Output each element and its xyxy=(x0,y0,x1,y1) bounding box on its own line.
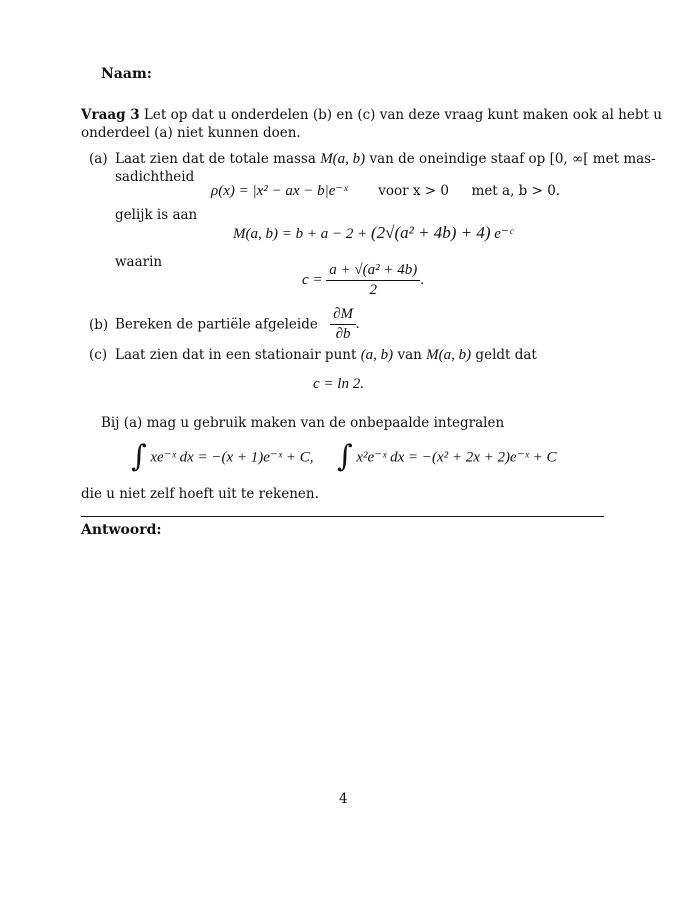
c-fraction-denominator: 2 xyxy=(369,282,378,298)
part-a-line2: sadichtheid xyxy=(115,169,195,185)
answer-label: Antwoord: xyxy=(81,522,162,538)
hint-line: Bij (a) mag u gebruik maken van de onbepaalde integralen xyxy=(101,415,505,431)
part-c-marker: (c) xyxy=(89,347,108,363)
integral-sign-icon: ∫ xyxy=(131,439,147,474)
part-b-marker: (b) xyxy=(89,317,109,333)
part-c-point: (a, b) xyxy=(360,347,394,363)
answer-divider xyxy=(81,516,604,517)
partial-derivative-denominator: ∂b xyxy=(335,326,351,342)
mass-formula-exp: e⁻ᶜ xyxy=(494,226,513,242)
c-formula: c = $\frac{\text{a + √(a² + 4b)}}{2}$ . xyxy=(302,262,424,298)
question-intro-line2: onderdeel (a) niet kunnen doen. xyxy=(81,125,301,141)
integral-1-text: xe⁻ˣ dx = −(x + 1)e⁻ˣ + C, xyxy=(150,449,314,466)
part-a-line1-pre: Laat zien dat de totale massa xyxy=(115,151,321,167)
part-b-line: Bereken de partiële afgeleide $\frac{\partial M}{\partial b}$ . xyxy=(115,306,360,342)
partial-derivative-numerator: ∂M xyxy=(330,306,356,325)
c-fraction xyxy=(326,262,420,299)
where-text: waarin xyxy=(115,254,163,270)
name-label: Naam: xyxy=(101,66,152,82)
mass-formula-lhs: M(a, b) = b + a − 2 + xyxy=(233,226,371,242)
part-c-result: c = ln 2. xyxy=(313,376,364,392)
part-c-text-mid: van xyxy=(393,347,427,363)
hint-closing: die u niet zelf hoeft uit te rekenen. xyxy=(81,486,319,502)
integral-2-text: x²e⁻ˣ dx = −(x² + 2x + 2)e⁻ˣ + C xyxy=(356,449,557,466)
mass-formula xyxy=(233,223,513,243)
question-intro-text: Let op dat u onderdelen (b) en (c) van deze vraag kunt maken ook al hebt u xyxy=(143,107,662,123)
c-formula-lhs: c = xyxy=(302,271,323,288)
part-a-line1 xyxy=(115,150,656,169)
integral-1 xyxy=(131,439,314,474)
density-formula-row xyxy=(211,181,560,200)
density-condition-2: met a, b > 0. xyxy=(471,183,561,199)
density-condition-1: voor x > 0 xyxy=(378,183,449,199)
density-formula: ρ(x) = |x² − ax − b|e⁻ˣ xyxy=(211,183,348,199)
question-intro-line1 xyxy=(81,106,662,125)
integral-2 xyxy=(337,439,557,474)
part-a-mass-symbol: M(a, b) xyxy=(320,151,366,167)
integral-sign-icon: ∫ xyxy=(337,439,353,474)
page-number: 4 xyxy=(339,791,348,807)
mass-formula-paren: (2√(a² + 4b) + 4) xyxy=(370,223,491,242)
c-fraction-numerator: a + √(a² + 4b) xyxy=(326,262,420,281)
partial-derivative-fraction xyxy=(330,306,356,343)
question-label: Vraag 3 xyxy=(81,107,140,123)
part-c-mass: M(a, b) xyxy=(426,347,472,363)
part-c-text-post: geldt dat xyxy=(471,347,537,363)
part-a-line1-post: van de oneindige staaf op [0, ∞[ met mas- xyxy=(365,151,656,167)
part-c-line xyxy=(115,346,537,365)
part-c-text-pre: Laat zien dat in een stationair punt xyxy=(115,347,361,363)
part-b-text: Bereken de partiële afgeleide xyxy=(115,316,318,333)
equal-text: gelijk is aan xyxy=(115,207,198,223)
part-a-marker: (a) xyxy=(89,151,108,167)
